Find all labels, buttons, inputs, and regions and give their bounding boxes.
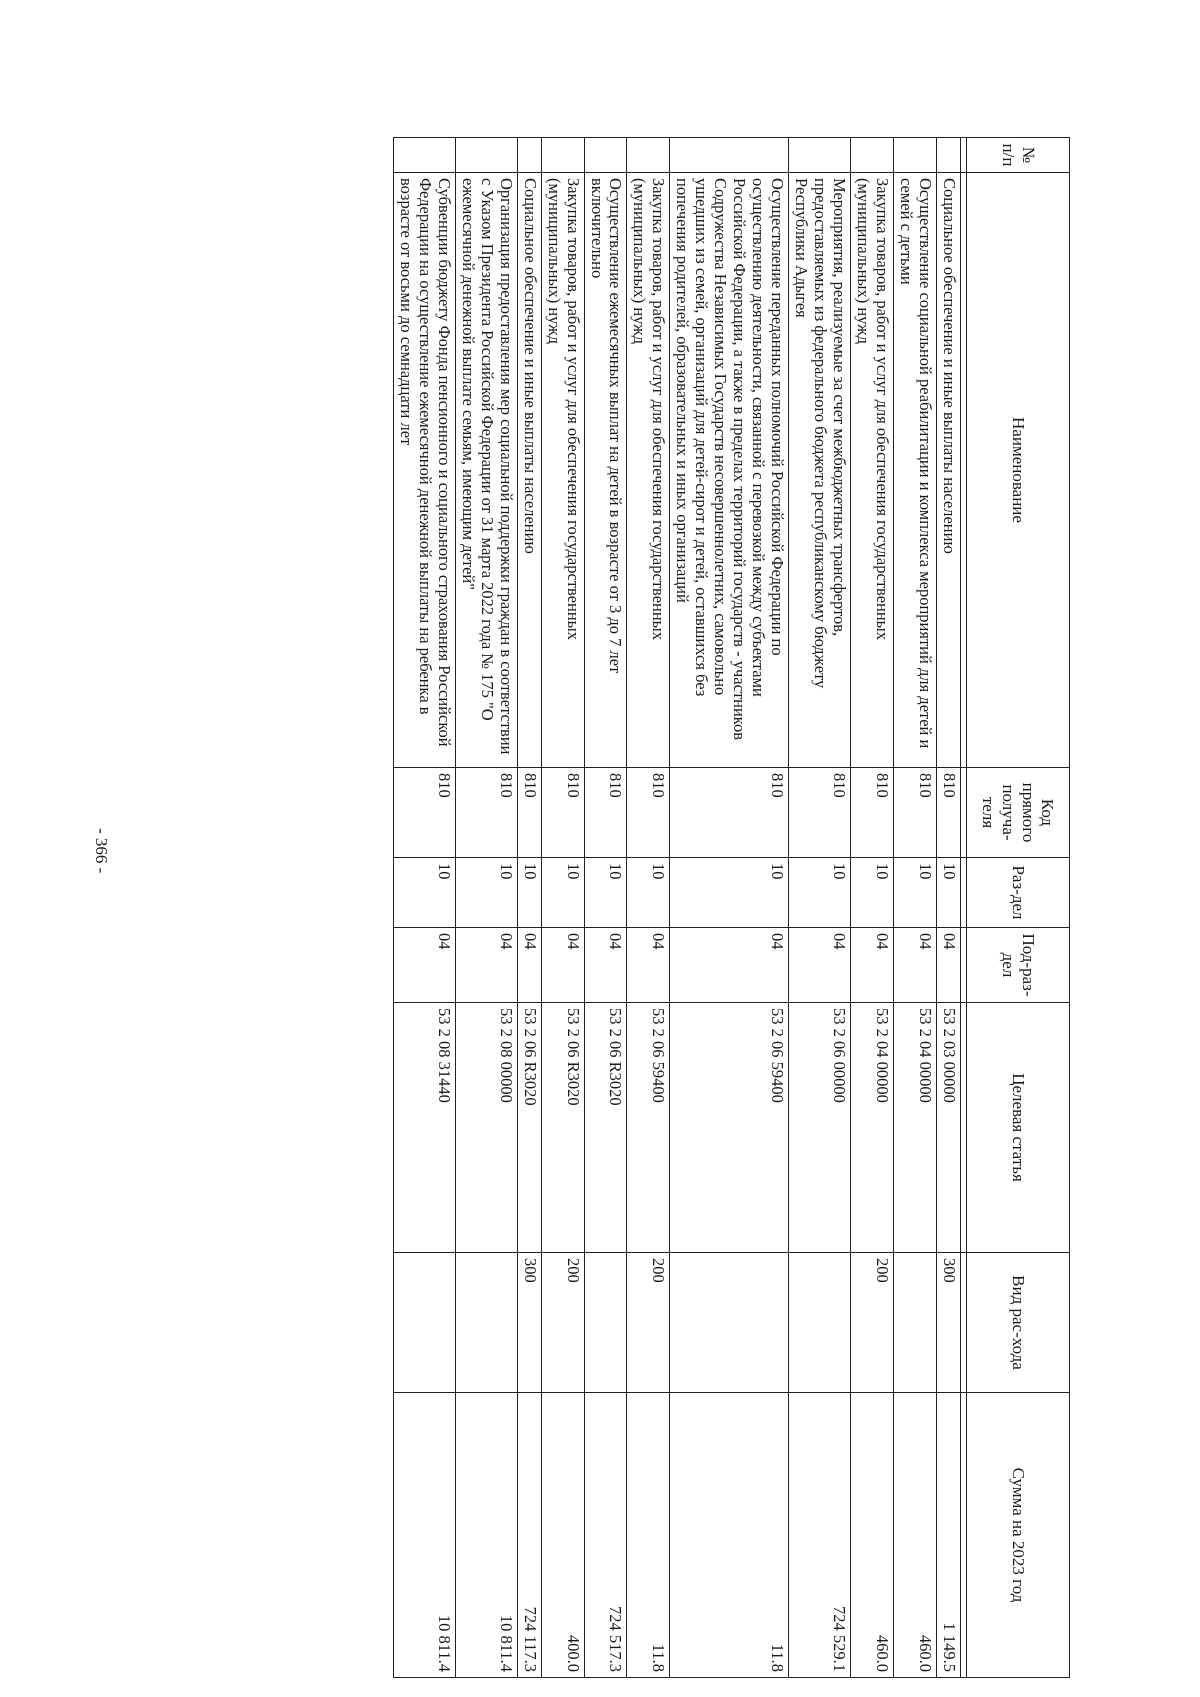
cell-expense-type [670, 1253, 789, 1393]
cell-target-article: 53 2 04 00000 [851, 1003, 894, 1253]
cell-target-article: 53 2 06 R3020 [517, 1003, 541, 1253]
cell-podrazdel: 04 [670, 928, 789, 1003]
cell-sum: 11.8 [627, 1393, 670, 1678]
table-row [894, 138, 937, 1678]
cell-razdel: 10 [541, 858, 584, 928]
cell-expense-type: 200 [541, 1253, 584, 1393]
cell-code: 810 [789, 768, 851, 858]
cell-num [851, 138, 894, 173]
cell-name: Субвенции бюджету Фонда пенсионного и социального страхования Российской Федерации на осуществление ежемесячной денежной выплаты на ребенка в возрасте от восьми до семнадцати лет [393, 173, 455, 768]
cell-code: 810 [517, 768, 541, 858]
cell-expense-type: 200 [851, 1253, 894, 1393]
cell-expense-type [393, 1253, 455, 1393]
cell-code: 810 [894, 768, 937, 858]
table-body [393, 138, 966, 1678]
cell-num [584, 138, 627, 173]
table-row [541, 138, 584, 1678]
cell-name: Осуществление переданных полномочий Российской Федерации по осуществлению деятельности, связанной с перевозкой между субъектами Российской Федерации, а также в пределах территорий государств - участников Содружества Независимых Государств несовершеннолетних, самовольно ушедших из семей, организаций для детей-сирот и детей, оставшихся без попечения родителей, образовательных и иных организаций [670, 173, 789, 768]
cell-podrazdel: 04 [937, 928, 961, 1003]
cell-name: Закупка товаров, работ и услуг для обеспечения государственных (муниципальных) нужд [627, 173, 670, 768]
cell-sum: 400.0 [541, 1393, 584, 1678]
cell-target-article: 53 2 06 59400 [627, 1003, 670, 1253]
cell-expense-type: 300 [517, 1253, 541, 1393]
cell-name: Социальное обеспечение и иные выплаты населению [517, 173, 541, 768]
cell-expense-type: 300 [937, 1253, 961, 1393]
page-number: - 366 - [92, 828, 111, 874]
cell-name: Закупка товаров, работ и услуг для обеспечения государственных (муниципальных) нужд [541, 173, 584, 768]
header-name: Наименование [967, 173, 1070, 768]
cell-sum: 11.8 [670, 1393, 789, 1678]
table-row [455, 138, 517, 1678]
cell-name: Мероприятия, реализуемые за счет межбюджетных трансфертов, предоставляемых из федерального бюджета республиканскому бюджету Республики Адыгея [789, 173, 851, 768]
cell-num [894, 138, 937, 173]
cell-code: 810 [584, 768, 627, 858]
table-row [851, 138, 894, 1678]
cell-sum: 10 811.4 [393, 1393, 455, 1678]
cell-num [517, 138, 541, 173]
table-row [584, 138, 627, 1678]
cell-razdel: 10 [670, 858, 789, 928]
cell-num [541, 138, 584, 173]
cell-code: 810 [627, 768, 670, 858]
cell-podrazdel: 04 [541, 928, 584, 1003]
header-sum: Сумма на 2023 год [967, 1393, 1070, 1678]
cell-name: Закупка товаров, работ и услуг для обеспечения государственных (муниципальных) нужд [851, 173, 894, 768]
cell-code: 810 [670, 768, 789, 858]
cell-name: Социальное обеспечение и иные выплаты населению [937, 173, 961, 768]
cell-sum: 1 149.5 [937, 1393, 961, 1678]
table-row [789, 138, 851, 1678]
cell-podrazdel: 04 [517, 928, 541, 1003]
cell-podrazdel: 04 [627, 928, 670, 1003]
cell-expense-type [894, 1253, 937, 1393]
cell-sum: 724 529.1 [789, 1393, 851, 1678]
cell-razdel: 10 [851, 858, 894, 928]
header-num: № п/п [967, 138, 1070, 173]
cell-razdel: 10 [455, 858, 517, 928]
cell-num [627, 138, 670, 173]
table-row [937, 138, 961, 1678]
cell-sum: 460.0 [894, 1393, 937, 1678]
cell-expense-type [789, 1253, 851, 1393]
cell-target-article: 53 2 06 R3020 [541, 1003, 584, 1253]
cell-podrazdel: 04 [455, 928, 517, 1003]
cell-razdel: 10 [584, 858, 627, 928]
budget-table [393, 137, 1070, 1678]
cell-expense-type [584, 1253, 627, 1393]
cell-razdel: 10 [789, 858, 851, 928]
header-target-article: Целевая статья [967, 1003, 1070, 1253]
rotated-table-container [140, 137, 1070, 1677]
cell-razdel: 10 [894, 858, 937, 928]
cell-sum: 724 117.3 [517, 1393, 541, 1678]
cell-target-article: 53 2 08 31440 [393, 1003, 455, 1253]
cell-razdel: 10 [627, 858, 670, 928]
header-razdel: Раз-дел [967, 858, 1070, 928]
cell-num [455, 138, 517, 173]
table-row [517, 138, 541, 1678]
table-header-row [967, 138, 1070, 1678]
cell-name: Осуществление социальной реабилитации и комплекса мероприятий для детей и семей с детьми [894, 173, 937, 768]
cell-code: 810 [455, 768, 517, 858]
cell-podrazdel: 04 [789, 928, 851, 1003]
cell-sum: 724 517.3 [584, 1393, 627, 1678]
cell-target-article: 53 2 06 00000 [789, 1003, 851, 1253]
cell-sum: 460.0 [851, 1393, 894, 1678]
cell-name: Организация предоставления мер социальной поддержки граждан в соответствии с Указом Президента Российской Федерации от 31 марта 2022 года № 175 "О ежемесячной денежной выплате семьям, имеющим детей" [455, 173, 517, 768]
spacer-row [961, 138, 967, 1678]
cell-code: 810 [851, 768, 894, 858]
cell-razdel: 10 [393, 858, 455, 928]
cell-podrazdel: 04 [393, 928, 455, 1003]
cell-code: 810 [393, 768, 455, 858]
header-expense-type: Вид рас-хода [967, 1253, 1070, 1393]
table-row [393, 138, 455, 1678]
cell-num [393, 138, 455, 173]
cell-podrazdel: 04 [851, 928, 894, 1003]
cell-expense-type [455, 1253, 517, 1393]
cell-target-article: 53 2 06 R3020 [584, 1003, 627, 1253]
cell-razdel: 10 [937, 858, 961, 928]
cell-expense-type: 200 [627, 1253, 670, 1393]
cell-code: 810 [937, 768, 961, 858]
header-podrazdel: Под-раз-дел [967, 928, 1070, 1003]
cell-razdel: 10 [517, 858, 541, 928]
cell-num [670, 138, 789, 173]
cell-sum: 10 811.4 [455, 1393, 517, 1678]
cell-target-article: 53 2 03 00000 [937, 1003, 961, 1253]
cell-code: 810 [541, 768, 584, 858]
table-row [627, 138, 670, 1678]
cell-target-article: 53 2 08 00000 [455, 1003, 517, 1253]
cell-podrazdel: 04 [894, 928, 937, 1003]
header-code: Код прямого получа-теля [967, 768, 1070, 858]
cell-podrazdel: 04 [584, 928, 627, 1003]
cell-num [789, 138, 851, 173]
cell-num [937, 138, 961, 173]
cell-name: Осуществление ежемесячных выплат на детей в возрасте от 3 до 7 лет включительно [584, 173, 627, 768]
table-row [670, 138, 789, 1678]
cell-target-article: 53 2 04 00000 [894, 1003, 937, 1253]
cell-target-article: 53 2 06 59400 [670, 1003, 789, 1253]
